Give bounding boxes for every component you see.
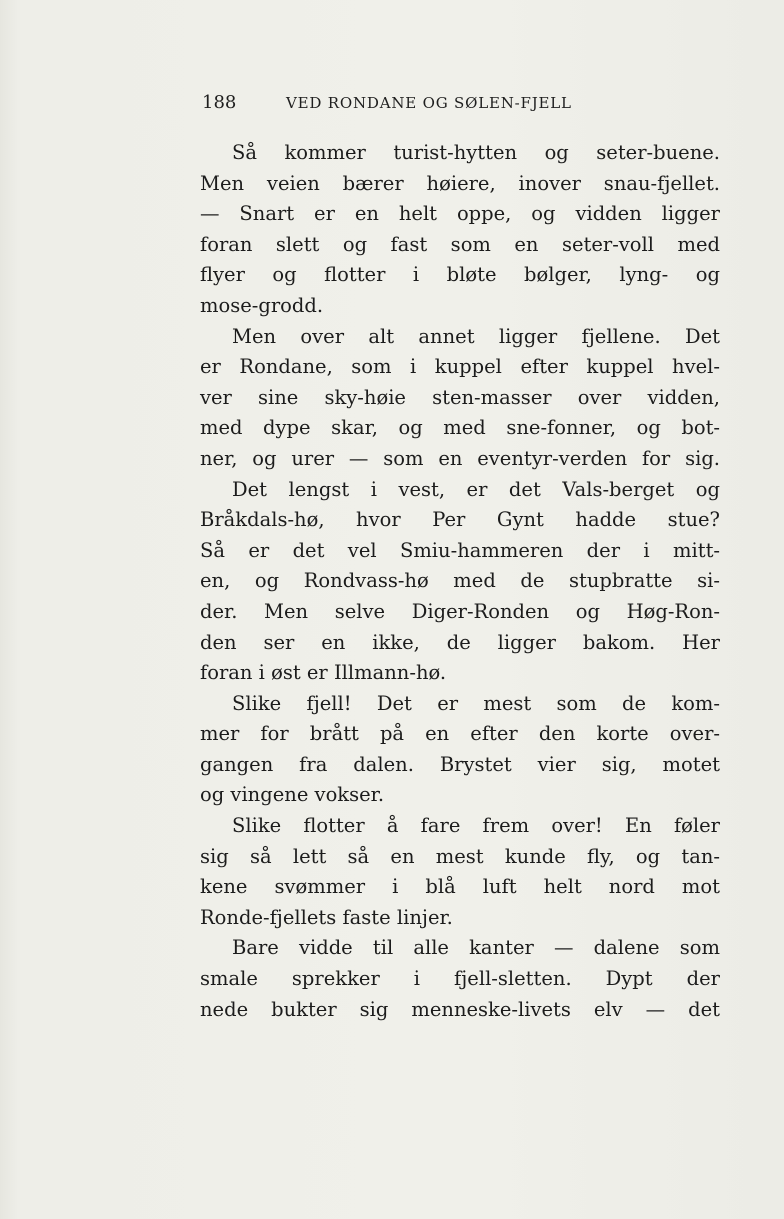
text-line: Men over alt annet ligger fjellene. Det [232, 324, 720, 348]
text-line: foran i øst er Illmann-hø. [200, 661, 447, 685]
text-line: er Rondane, som i kuppel efter kuppel hvel- [200, 355, 720, 379]
running-head: VED RONDANE OG SØLEN-FJELL [286, 94, 572, 112]
text-line: ner, og urer — som en eventyr-verden for sig. [200, 446, 720, 470]
text-line: med dype skar, og med sne-fonner, og bot- [200, 416, 720, 440]
text-line: sig så lett så en mest kunde fly, og tan- [200, 844, 720, 868]
page-header [202, 92, 722, 118]
text-line: Det lengst i vest, er det Vals-berget og [232, 477, 720, 501]
paragraph-1 [200, 138, 720, 322]
text-line: gangen fra dalen. Brystet vier sig, motet [200, 752, 720, 776]
text-line: der. Men selve Diger-Ronden og Høg-Ron- [200, 599, 720, 623]
body-text [200, 138, 720, 1025]
text-line: flyer og flotter i bløte bølger, lyng- og [200, 263, 720, 287]
text-line: den ser en ikke, de ligger bakom. Her [200, 630, 720, 654]
text-line: Ronde-fjellets faste linjer. [200, 905, 453, 929]
paragraph-5 [200, 811, 720, 933]
text-line: Bare vidde til alle kanter — dalene som [232, 936, 720, 960]
text-line: smale sprekker i fjell-sletten. Dypt der [200, 967, 720, 991]
paragraph-4 [200, 689, 720, 811]
text-line: foran slett og fast som en seter-voll med [200, 232, 720, 256]
text-line: og vingene vokser. [200, 783, 385, 807]
paragraph-6 [200, 933, 720, 1025]
text-line: Bråkdals-hø, hvor Per Gynt hadde stue? [200, 508, 720, 532]
text-line: Så er det vel Smiu-hammeren der i mitt- [200, 538, 720, 562]
text-line: en, og Rondvass-hø med de stupbratte si- [200, 569, 720, 593]
text-line: Men veien bærer høiere, inover snau-fjellet. [200, 171, 720, 195]
paragraph-2 [200, 322, 720, 475]
text-line: Slike flotter å fare frem over! En føler [232, 814, 720, 838]
text-line: mose-grodd. [200, 293, 324, 317]
text-line: ver sine sky-høie sten-masser over vidden, [200, 385, 720, 409]
text-line: — Snart er en helt oppe, og vidden ligger [200, 202, 720, 226]
page-number: 188 [202, 92, 237, 113]
text-line: kene svømmer i blå luft helt nord mot [200, 875, 720, 899]
text-line: Slike fjell! Det er mest som de kom- [232, 691, 720, 715]
text-line: mer for brått på en efter den korte over- [200, 722, 720, 746]
text-line: nede bukter sig menneske-livets elv — det [200, 997, 720, 1021]
text-line: Så kommer turist-hytten og seter-buene. [232, 141, 720, 164]
paragraph-3 [200, 475, 720, 689]
